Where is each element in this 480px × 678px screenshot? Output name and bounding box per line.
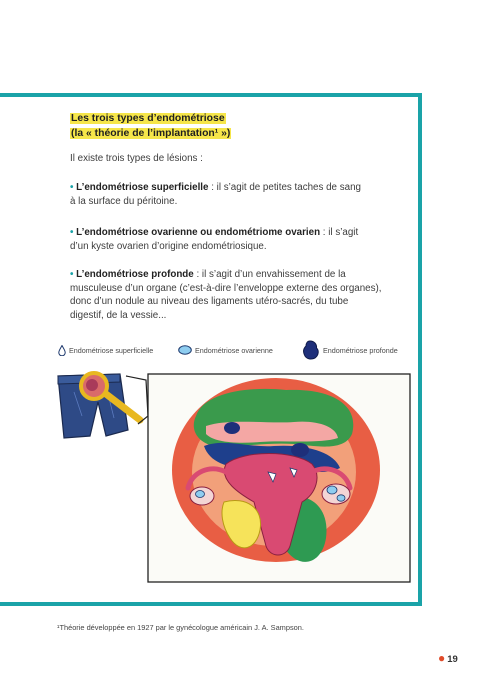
intro-text: Il existe trois types de lésions : — [70, 153, 203, 164]
type-desc: : il s’agit d’un envahissement de la — [193, 269, 346, 280]
section-heading — [70, 111, 231, 141]
type-ovarian — [70, 226, 410, 253]
type-deep — [70, 268, 410, 322]
oval-icon — [178, 345, 192, 355]
type-desc: : il s’agit de petites taches de sang — [208, 182, 361, 193]
type-superficial — [70, 181, 410, 208]
type-desc: : il s’agit — [320, 227, 359, 238]
footnote: ¹Théorie développée en 1927 par le gynécologue américain J. A. Sampson. — [57, 623, 304, 632]
type-term: L’endométriose profonde — [76, 269, 194, 280]
type-term: L’endométriose ovarienne ou endométriome ovarien — [76, 227, 321, 238]
drop-icon — [58, 345, 66, 356]
page-dot-icon: ● — [438, 651, 446, 665]
endometriosis-illustration — [54, 368, 414, 590]
bullet: • — [70, 269, 74, 280]
type-desc-cont: digestif, de la vessie... — [70, 309, 167, 321]
pelvis-diagram — [148, 374, 410, 582]
blob-icon — [302, 340, 320, 360]
legend-label: Endométriose profonde — [323, 345, 398, 355]
type-term: L’endométriose superficielle — [76, 182, 209, 193]
type-desc-cont: à la surface du péritoine. — [70, 195, 178, 207]
legend-item-deep — [302, 340, 398, 360]
heading-line-2: (la « théorie de l’implantation¹ ») — [71, 128, 231, 139]
legend-label: Endométriose ovarienne — [195, 345, 273, 355]
type-desc-cont: donc d’un nodule au niveau des ligaments utéro-sacrés, du tube — [70, 296, 349, 308]
legend-item-superficial — [58, 345, 153, 356]
legend-item-ovarian — [178, 345, 273, 355]
legend — [58, 343, 418, 359]
type-desc-cont: d’un kyste ovarien d’origine endométriosique. — [70, 240, 267, 252]
type-desc-cont: musculeuse d’un organe (c’est-à-dire l’enveloppe externe des organes), — [70, 282, 382, 294]
heading-line-1: Les trois types d’endométriose — [71, 113, 225, 124]
legend-label: Endométriose superficielle — [69, 346, 154, 355]
bullet: • — [70, 227, 74, 238]
page-number — [438, 651, 458, 665]
page-number-value: 19 — [447, 654, 458, 665]
bullet: • — [70, 182, 74, 193]
